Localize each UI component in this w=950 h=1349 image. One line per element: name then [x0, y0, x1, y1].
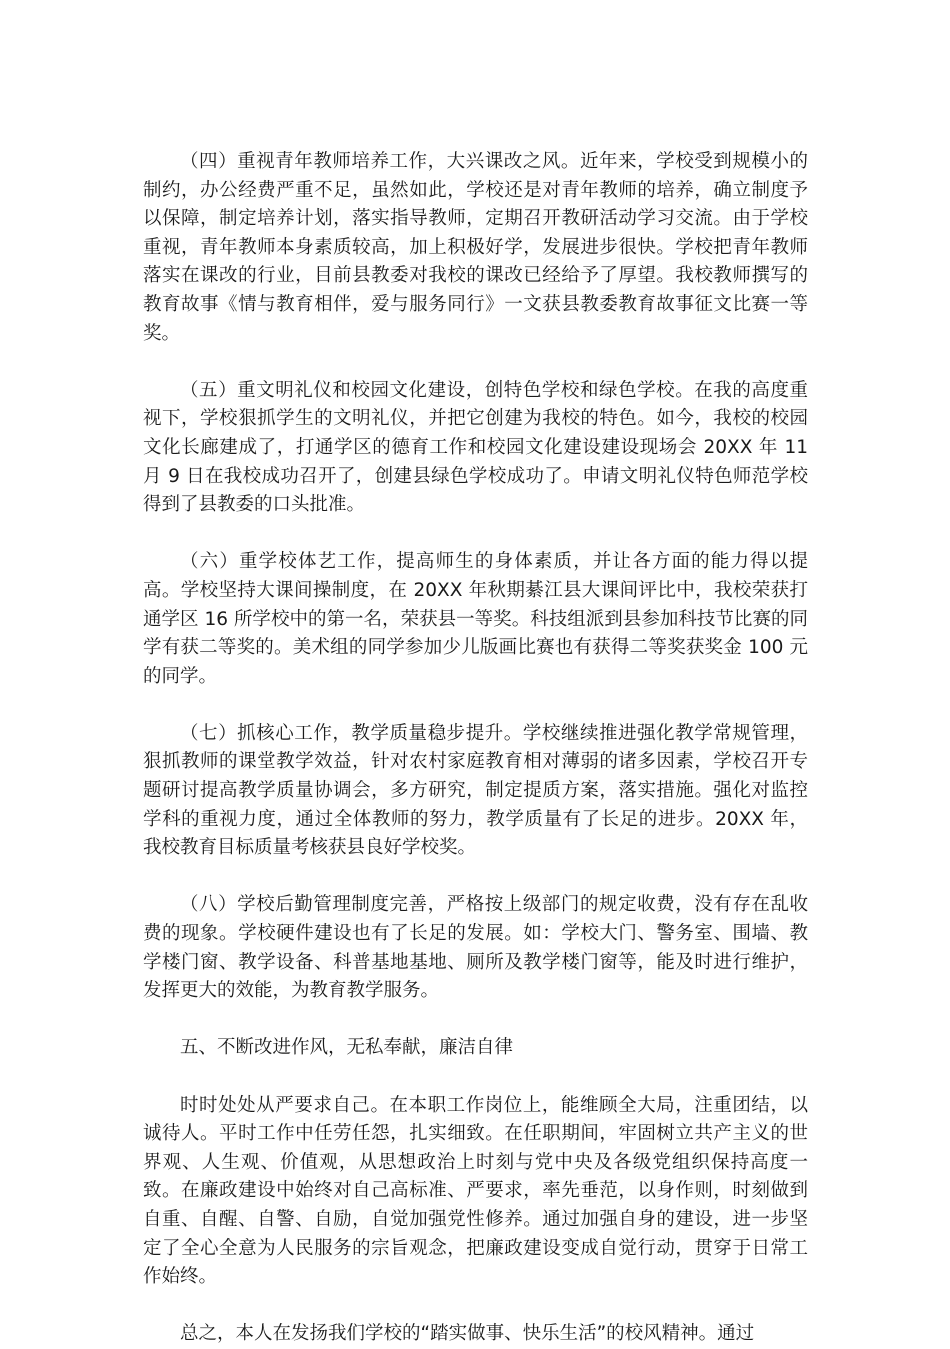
- paragraph-section-4: （四）重视青年教师培养工作，大兴课改之风。近年来，学校受到规模小的制约，办公经费严重不足，虽然如此，学校还是对青年教师的培养，确立制度予以保障，制定培养计划，落实指导教师，定期召开教研活动学习交流。由于学校重视，青年教师本身素质较高，加上积极好学，发展进步很快。学校把青年教师落实在课改的行业，目前县教委对我校的课改已经给予了厚望。我校教师撰写的教育故事《情与教育相伴，爱与服务同行》一文获县教委教育故事征文比赛一等奖。: [143, 151, 808, 344]
- paragraph-section-5: （五）重文明礼仪和校园文化建设，创特色学校和绿色学校。在我的高度重视下，学校狠抓学生的文明礼仪，并把它创建为我校的特色。如今，我校的校园文化长廊建成了，打通学区的德育工作和校园文化建设建设现场会 20XX 年 11 月 9 日在我校成功召开了，创建县绿色学校成功了。申请文明礼仪特色师范学校得到了县教委的口头批准。: [143, 379, 808, 516]
- paragraph-summary: 总之，本人在发扬我们学校的“踏实做事、快乐生活”的校风精神。通过: [180, 1323, 755, 1345]
- document-body: [143, 148, 808, 1349]
- paragraph-self-discipline: 时时处处从严要求自己。在本职工作岗位上，能维顾全大局，注重团结，以诚待人。平时工作中任劳任怨，扎实细致。在任职期间，牢固树立共产主义的世界观、人生观、价值观，从思想政治上时刻与党中央及各级党组织保持高度一致。在廉政建设中始终对自己高标准、严要求，率先垂范，以身作则，时刻做到自重、自醒、自警、自励，自觉加强党性修养。通过加强自身的建设，进一步坚定了全心全意为人民服务的宗旨观念，把廉政建设变成自觉行动，贯穿于日常工作始终。: [143, 1094, 808, 1288]
- paragraph-section-7: （七）抓核心工作，教学质量稳步提升。学校继续推进强化教学常规管理，狠抓教师的课堂教学效益，针对农村家庭教育相对薄弱的诸多因素，学校召开专题研讨提高教学质量协调会，多方研究，制定提质方案，落实措施。强化对监控学科的重视力度，通过全体教师的努力，教学质量有了长足的进步。20XX 年，我校教育目标质量考核获县良好学校奖。: [143, 722, 808, 859]
- paragraph-section-6: （六）重学校体艺工作，提高师生的身体素质，并让各方面的能力得以提高。学校坚持大课间操制度，在 20XX 年秋期綦江县大课间评比中，我校荣获打通学区 16 所学校中的第一名，荣获县一等奖。科技组派到县参加科技节比赛的同学有获二等奖的。美术组的同学参加少儿版画比赛也有获得二等奖获奖金 100 元的同学。: [143, 551, 808, 687]
- paragraph-section-8: （八）学校后勤管理制度完善，严格按上级部门的规定收费，没有存在乱收费的现象。学校硬件建设也有了长足的发展。如：学校大门、警务室、围墙、教学楼门窗、教学设备、科普基地基地、厕所及教学楼门窗等，能及时进行维护，发挥更大的效能，为教育教学服务。: [143, 894, 808, 1002]
- section-heading-5: 五、不断改进作风，无私奉献，廉洁自律: [180, 1037, 514, 1059]
